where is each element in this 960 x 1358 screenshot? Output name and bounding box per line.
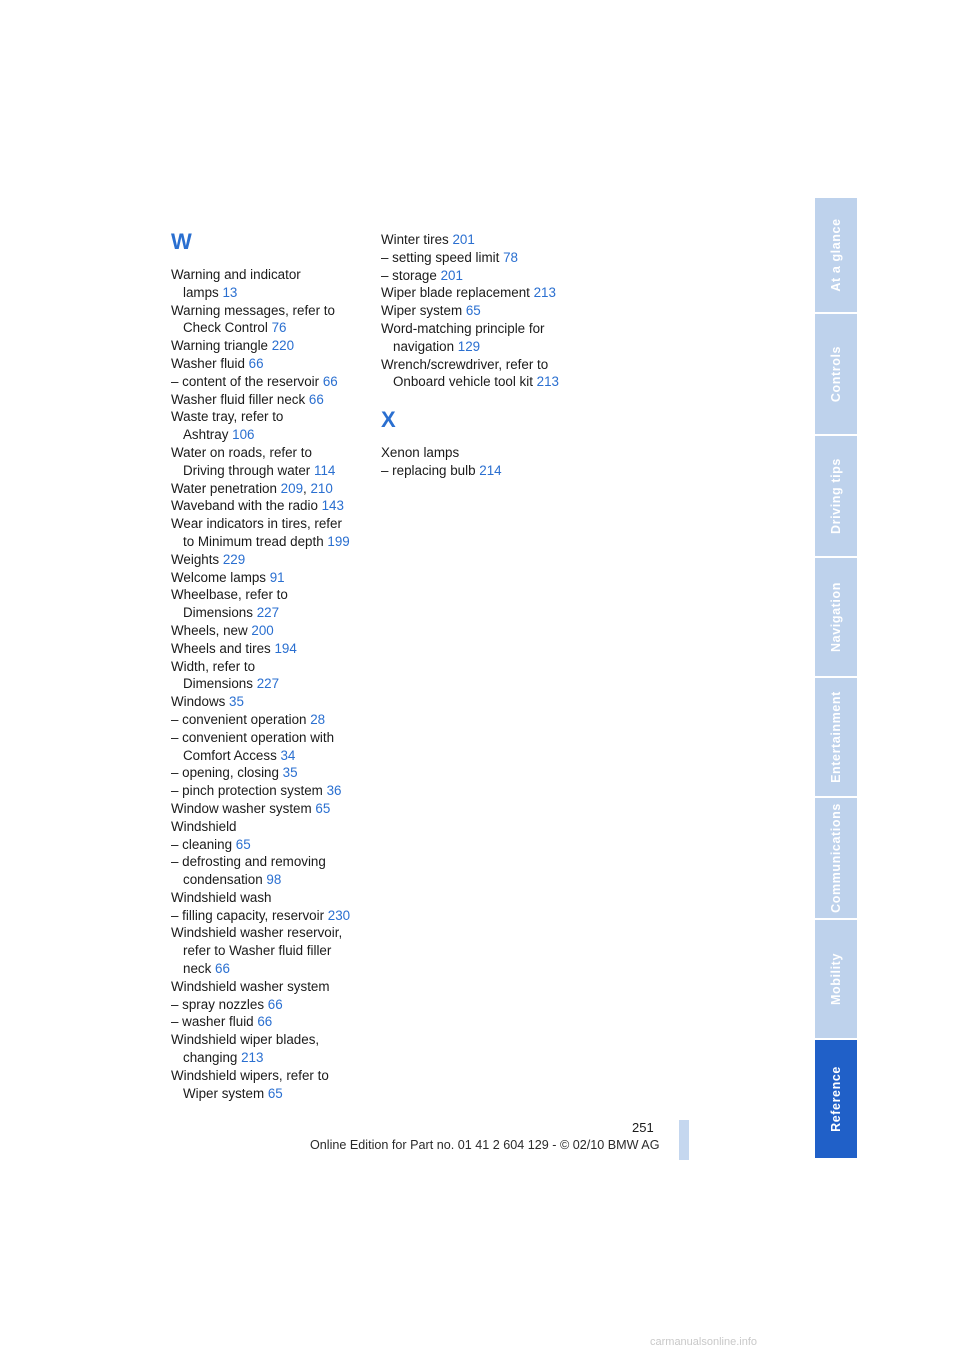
index-term: – washer fluid (171, 1014, 254, 1030)
chapter-tab-at-a-glance[interactable] (815, 198, 857, 314)
chapter-tab-label: Reference (829, 1066, 843, 1132)
footer-accent-bar (679, 1120, 689, 1160)
index-term-continuation-text: condensation (183, 872, 263, 888)
index-term-continuation-text: Check Control (183, 320, 268, 336)
index-entry (381, 444, 502, 462)
page-link[interactable]: 213 (237, 1050, 264, 1066)
page-number: 251 (632, 1120, 654, 1135)
index-term: Wiper system (381, 303, 463, 319)
page-link[interactable]: 65 (232, 836, 251, 852)
index-term: Water on roads, refer to (171, 444, 312, 460)
index-entries-w (171, 266, 350, 1102)
index-term-continuation-text: changing (183, 1050, 238, 1066)
index-entry (171, 337, 350, 355)
index-entry (171, 907, 350, 925)
index-entry (171, 373, 350, 391)
index-term: Xenon lamps (381, 445, 460, 460)
section-heading-x: X (381, 407, 396, 432)
edition-footer: Online Edition for Part no. 01 41 2 604 129 - © 02/10 BMW AG (310, 1138, 660, 1152)
index-term-continuation-text: Comfort Access (183, 747, 277, 763)
index-term: Windshield washer system (171, 978, 330, 994)
index-entry (171, 551, 350, 569)
index-term: – spray nozzles (171, 996, 265, 1012)
page-link[interactable]: 36 (322, 783, 342, 799)
chapter-tab-reference[interactable] (815, 1040, 857, 1160)
index-term: – convenient operation with (171, 729, 335, 745)
index-term-continuation (171, 1085, 350, 1103)
index-entries-x (381, 444, 502, 480)
page-link[interactable]: 194 (270, 640, 297, 656)
page-link[interactable]: 66 (244, 355, 264, 371)
index-term: Wheels, new (171, 622, 248, 638)
page-link[interactable]: 66 (305, 391, 324, 407)
index-entry (381, 356, 559, 392)
index-entry (171, 391, 350, 409)
index-entry (381, 302, 559, 320)
chapter-tab-label: At a glance (829, 218, 843, 292)
chapter-tab-controls[interactable] (815, 314, 857, 436)
index-entry (381, 249, 559, 267)
index-entry (171, 729, 350, 765)
index-term-continuation (381, 373, 559, 391)
index-term: – defrosting and removing (171, 854, 326, 870)
page-link[interactable]: 28 (306, 711, 326, 727)
index-term-continuation-text: navigation (393, 338, 455, 354)
page-link[interactable]: 35 (278, 765, 298, 781)
index-term-continuation (381, 338, 559, 356)
index-term-continuation (171, 675, 350, 693)
page-link[interactable]: 66 (319, 373, 338, 389)
index-term: Warning and indicator (171, 267, 301, 282)
index-entries-w-continued (381, 231, 559, 391)
index-term-continuation (171, 960, 350, 978)
page-link[interactable]: 201 (448, 232, 475, 247)
page-link[interactable]: 65 (462, 303, 481, 319)
page-link[interactable]: 143 (317, 498, 344, 514)
chapter-tab-entertainment[interactable] (815, 678, 857, 798)
chapter-tabs (815, 198, 857, 1160)
index-entry (171, 924, 350, 977)
index-entry (171, 569, 350, 587)
index-term-continuation-text: Dimensions (183, 676, 253, 692)
chapter-tab-label: Navigation (829, 582, 843, 652)
page-link[interactable]: 227 (252, 676, 280, 692)
index-term: Windows (171, 694, 226, 710)
page-link[interactable]: 65 (311, 800, 331, 816)
index-term-continuation (171, 747, 350, 765)
chapter-tab-label: Entertainment (829, 691, 843, 783)
page-link[interactable]: 200 (247, 622, 274, 638)
index-term: Water penetration (171, 480, 277, 496)
index-term-continuation-text: Driving through water (183, 462, 311, 478)
index-entry (171, 764, 350, 782)
index-term-continuation (171, 533, 350, 551)
page-link[interactable]: 199 (323, 533, 350, 549)
page-link[interactable]: 214 (475, 462, 502, 478)
index-entry (171, 782, 350, 800)
page-link[interactable]: 78 (499, 249, 518, 265)
page-link[interactable]: 106 (228, 427, 255, 443)
index-term-continuation (171, 871, 350, 889)
index-term: – opening, closing (171, 765, 279, 781)
index-term-continuation-text: Ashtray (183, 427, 229, 443)
page-link[interactable]: 13 (218, 284, 238, 300)
page-link[interactable]: 213 (529, 285, 556, 301)
index-term: Waste tray, refer to (171, 409, 284, 425)
index-entry (171, 693, 350, 711)
index-entry (171, 586, 350, 622)
index-entry (171, 1031, 350, 1067)
page-link[interactable]: 35 (225, 694, 244, 710)
index-term: Warning triangle (171, 338, 269, 354)
page-link[interactable]: 209 (276, 480, 304, 496)
index-term: Windshield wash (171, 889, 272, 905)
index-term-continuation (171, 1049, 350, 1067)
index-term: – content of the reservoir (171, 373, 320, 389)
index-entry (171, 302, 350, 338)
index-term: – filling capacity, reservoir (171, 907, 325, 923)
index-entry (171, 996, 350, 1014)
index-entry (171, 444, 350, 480)
index-term: Wheelbase, refer to (171, 587, 288, 603)
page-link[interactable]: 65 (264, 1085, 283, 1101)
index-term-continuation-text: Wiper system (183, 1085, 265, 1101)
page-link[interactable]: 129 (454, 338, 481, 354)
page-link[interactable]: 220 (268, 338, 295, 354)
index-term-continuation (171, 462, 350, 480)
index-term: Wear indicators in tires, refer (171, 516, 342, 532)
index-entry (381, 284, 559, 302)
page-link[interactable]: 66 (211, 961, 230, 977)
index-entry (171, 800, 350, 818)
index-entry (171, 497, 350, 515)
index-term-continuation (171, 604, 350, 622)
chapter-tab-navigation[interactable] (815, 558, 857, 678)
page-link[interactable]: 210 (306, 480, 333, 496)
chapter-tab-label: Controls (829, 345, 843, 403)
page-link[interactable]: 66 (253, 1014, 273, 1030)
index-entry (171, 266, 350, 302)
page-link[interactable]: 76 (267, 320, 287, 336)
index-term-continuation-text: Dimensions (183, 605, 253, 621)
index-term: Word-matching principle for (381, 320, 545, 336)
index-entry (171, 818, 350, 836)
page-link[interactable]: 227 (252, 605, 280, 621)
index-entry (171, 408, 350, 444)
page-separator: , (303, 480, 307, 496)
index-entry (171, 355, 350, 373)
page-link[interactable]: 201 (436, 267, 463, 283)
page-link[interactable]: 229 (219, 551, 246, 567)
index-term: – cleaning (171, 836, 233, 852)
page-link[interactable]: 230 (324, 907, 351, 923)
index-term: – convenient operation (171, 711, 307, 727)
index-term-continuation-text: Onboard vehicle tool kit (393, 374, 533, 390)
index-term: Windshield wiper blades, (171, 1032, 320, 1048)
index-entry (171, 836, 350, 854)
index-term: Windshield wipers, refer to (171, 1067, 329, 1083)
index-term: Windshield washer reservoir, (171, 925, 343, 941)
index-term: Width, refer to (171, 658, 256, 674)
index-entry (171, 1067, 350, 1103)
index-entry (381, 267, 559, 285)
index-term-continuation-text: refer to Washer fluid filler (183, 943, 332, 959)
chapter-tab-communications[interactable] (815, 798, 857, 920)
index-term-continuation-text: lamps (183, 284, 219, 300)
index-term: Weights (171, 551, 220, 567)
chapter-tab-driving-tips[interactable] (815, 436, 857, 558)
index-term-continuation-text: to Minimum tread depth (183, 533, 324, 549)
index-entry (381, 462, 502, 480)
index-entry (171, 622, 350, 640)
page-link[interactable]: 66 (264, 996, 283, 1012)
index-term-continuation (171, 426, 350, 444)
page-link[interactable]: 91 (266, 569, 285, 585)
index-entry (171, 515, 350, 551)
index-term: Welcome lamps (171, 569, 267, 585)
index-term: Washer fluid filler neck (171, 391, 306, 407)
index-entry (171, 853, 350, 889)
index-term-continuation (171, 319, 350, 337)
index-entry (171, 889, 350, 907)
index-term: Wrench/screwdriver, refer to (381, 356, 549, 372)
index-entry (171, 480, 350, 498)
index-entry (171, 978, 350, 996)
page-link[interactable]: 114 (310, 462, 336, 478)
index-term: Window washer system (171, 800, 312, 816)
page-link[interactable]: 34 (276, 747, 296, 763)
index-entry (171, 1013, 350, 1031)
index-term-continuation-text: neck (183, 961, 212, 977)
index-term: – setting speed limit (381, 249, 500, 265)
index-term: – replacing bulb (381, 462, 476, 478)
index-entry (171, 658, 350, 694)
index-term: – pinch protection system (171, 783, 323, 799)
index-term: Waveband with the radio (171, 498, 318, 514)
index-term-continuation (171, 942, 350, 960)
chapter-tab-label: Driving tips (829, 458, 843, 534)
index-term-continuation (171, 284, 350, 302)
index-term: Wheels and tires (171, 640, 271, 656)
chapter-tab-mobility[interactable] (815, 920, 857, 1040)
index-entry (381, 320, 559, 356)
index-term: Warning messages, refer to (171, 302, 335, 318)
index-term: Windshield (171, 818, 237, 834)
page-link[interactable]: 98 (262, 872, 282, 888)
chapter-tab-label: Communications (829, 803, 843, 913)
chapter-tab-label: Mobility (829, 952, 843, 1006)
index-entry (171, 640, 350, 658)
section-heading-w: W (171, 229, 192, 254)
index-term: Washer fluid (171, 355, 245, 371)
index-term: – storage (381, 267, 437, 283)
page-link[interactable]: 213 (532, 374, 559, 390)
index-term: Wiper blade replacement (381, 285, 530, 301)
index-entry (171, 711, 350, 729)
watermark: carmanualsonline.info (650, 1336, 758, 1348)
index-entry (381, 231, 559, 249)
index-term: Winter tires (381, 232, 449, 247)
